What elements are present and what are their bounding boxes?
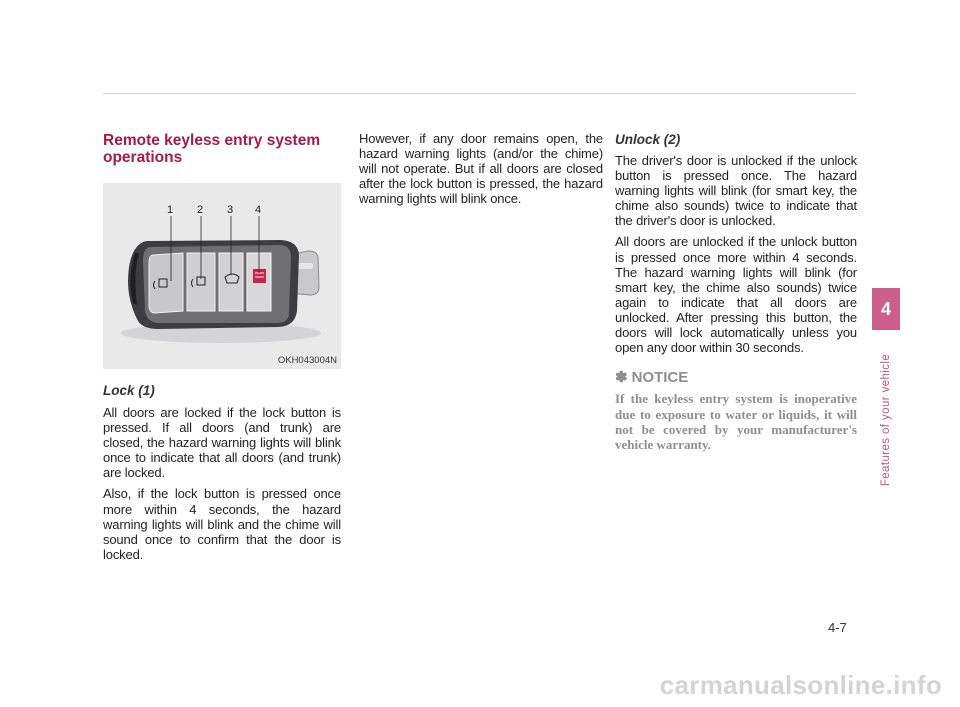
notice-body: If the keyless entry system is inoperative due to exposure to water or liquids, it will not be covered by your manufacturer's vehicle warranty. (615, 391, 857, 453)
figure-caption: OKH043004N (277, 355, 337, 366)
lock-paragraph-1: All doors are locked if the lock button is pressed. If all doors (and trunk) are closed, the hazard warning lights will blink once to indicate that all doors (and trunk) are locked. (103, 405, 341, 481)
page-number: 4-7 (828, 620, 847, 635)
column-right (615, 132, 857, 452)
button-number-4: 4 (255, 204, 262, 216)
section-title: Remote keyless entry system operations (103, 132, 321, 166)
unlock-paragraph-2: All doors are unlocked if the unlock button is pressed once more within 4 seconds. The hazard warning lights will blink (for smart key, the chime also sounds) twice again to indicate that all doors are unlocked. After pressing this button, the doors will lock automatically unless you open any door within 30 seconds. (615, 234, 857, 356)
notice-icon: ✽ (615, 369, 628, 387)
button-number-3: 3 (227, 204, 234, 216)
unlock-paragraph-1: The driver's door is unlocked if the unlock button is pressed once. The hazard warning lights will blink (for smart key, the chime also sounds) twice to indicate that the driver's door is unlocked. (615, 153, 857, 229)
notice-heading (615, 369, 857, 387)
chapter-side-label: Features of your vehicle (880, 353, 892, 487)
smart-key-illustration (103, 183, 341, 369)
lock-heading: Lock (1) (103, 383, 155, 398)
top-divider (103, 93, 856, 94)
smart-key-figure (103, 183, 341, 369)
watermark: carmanualsonline.info (659, 670, 942, 700)
chapter-tab: 4 (872, 288, 900, 330)
notice-title: NOTICE (631, 369, 689, 387)
unlock-heading: Unlock (2) (615, 132, 681, 147)
button-number-2: 2 (197, 204, 204, 216)
lock-paragraph-2: Also, if the lock button is pressed once more within 4 seconds, the hazard warning lights will blink and the chime will sound once to confirm that the door is locked. (103, 486, 341, 562)
lock-paragraph-3: However, if any door remains open, the hazard warning lights (and/or the chime) will not operate. But if all doors are closed after the lock button is pressed, the hazard warning lights will blink once. (359, 131, 603, 207)
column-left (103, 132, 341, 568)
button-number-1: 1 (167, 204, 174, 216)
column-middle (359, 131, 603, 212)
